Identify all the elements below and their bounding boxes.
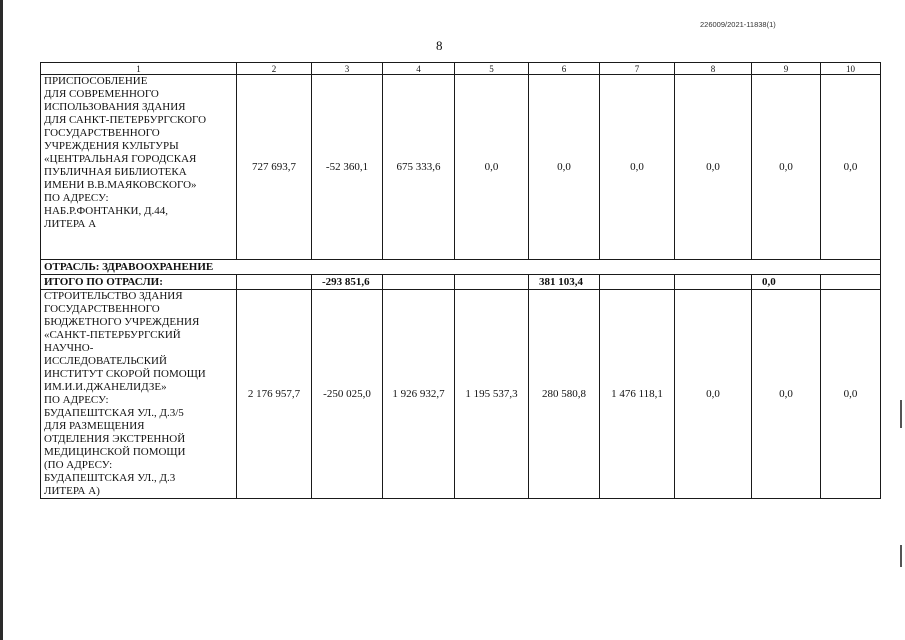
value-cell: 0,0 <box>752 290 821 499</box>
value-cell: 0,0 <box>821 290 881 499</box>
column-header: 6 <box>529 63 600 75</box>
industry-total-row <box>41 275 881 290</box>
value-cell: 0,0 <box>529 75 600 260</box>
total-value-cell <box>455 275 529 290</box>
table-row <box>41 75 881 260</box>
total-label: ИТОГО ПО ОТРАСЛИ: <box>41 275 237 290</box>
total-value-cell: 381 103,4 <box>529 275 600 290</box>
table-row <box>41 290 881 499</box>
table-header-row <box>41 63 881 75</box>
value-cell: 1 476 118,1 <box>600 290 675 499</box>
column-header: 3 <box>312 63 383 75</box>
scan-edge-mark <box>900 400 902 428</box>
value-cell: -250 025,0 <box>312 290 383 499</box>
scan-left-edge <box>0 0 3 640</box>
page-number: 8 <box>436 38 443 53</box>
value-cell: 0,0 <box>821 75 881 260</box>
column-header: 10 <box>821 63 881 75</box>
total-value-cell <box>600 275 675 290</box>
budget-table <box>40 62 881 499</box>
column-header: 7 <box>600 63 675 75</box>
industry-row <box>41 260 881 275</box>
value-cell: 0,0 <box>752 75 821 260</box>
document-number: 226009/2021-11838(1) <box>700 20 776 29</box>
total-value-cell <box>675 275 752 290</box>
value-cell: 2 176 957,7 <box>237 290 312 499</box>
total-value-cell: 0,0 <box>752 275 821 290</box>
total-value-cell <box>383 275 455 290</box>
value-cell: 675 333,6 <box>383 75 455 260</box>
value-cell: 0,0 <box>675 75 752 260</box>
column-header: 9 <box>752 63 821 75</box>
value-cell: 727 693,7 <box>237 75 312 260</box>
value-cell: 0,0 <box>455 75 529 260</box>
total-value-cell <box>237 275 312 290</box>
column-header: 2 <box>237 63 312 75</box>
column-header: 1 <box>41 63 237 75</box>
object-name-cell: СТРОИТЕЛЬСТВО ЗДАНИЯ ГОСУДАРСТВЕННОГО БЮДЖЕТНОГО УЧРЕЖДЕНИЯ «САНКТ-ПЕТЕРБУРГСКИЙ НАУЧНО- ИССЛЕДОВАТЕЛЬСКИЙ ИНСТИТУТ СКОРОЙ ПОМОЩИ ИМ.И.И.ДЖАНЕЛИДЗЕ» ПО АДРЕСУ: БУДАПЕШТСКАЯ УЛ., Д.3/5 ДЛЯ РАЗМЕЩЕНИЯ ОТДЕЛЕНИЯ ЭКСТРЕННОЙ МЕДИЦИНСКОЙ ПОМОЩИ (ПО АДРЕСУ: БУДАПЕШТСКАЯ УЛ., Д.3 ЛИТЕРА А) <box>41 290 237 499</box>
value-cell: 1 195 537,3 <box>455 290 529 499</box>
column-header: 5 <box>455 63 529 75</box>
value-cell: -52 360,1 <box>312 75 383 260</box>
industry-label: ОТРАСЛЬ: ЗДРАВООХРАНЕНИЕ <box>41 260 881 275</box>
column-header: 4 <box>383 63 455 75</box>
scan-edge-mark <box>900 545 902 567</box>
total-value-cell: -293 851,6 <box>312 275 383 290</box>
value-cell: 0,0 <box>600 75 675 260</box>
value-cell: 1 926 932,7 <box>383 290 455 499</box>
object-name-cell: ПРИСПОСОБЛЕНИЕ ДЛЯ СОВРЕМЕННОГО ИСПОЛЬЗОВАНИЯ ЗДАНИЯ ДЛЯ САНКТ-ПЕТЕРБУРГСКОГО ГОСУДАРСТВЕННОГО УЧРЕЖДЕНИЯ КУЛЬТУРЫ «ЦЕНТРАЛЬНАЯ ГОРОДСКАЯ ПУБЛИЧНАЯ БИБЛИОТЕКА ИМЕНИ В.В.МАЯКОВСКОГО» ПО АДРЕСУ: НАБ.Р.ФОНТАНКИ, Д.44, ЛИТЕРА А <box>41 75 237 260</box>
column-header: 8 <box>675 63 752 75</box>
value-cell: 280 580,8 <box>529 290 600 499</box>
total-value-cell <box>821 275 881 290</box>
value-cell: 0,0 <box>675 290 752 499</box>
